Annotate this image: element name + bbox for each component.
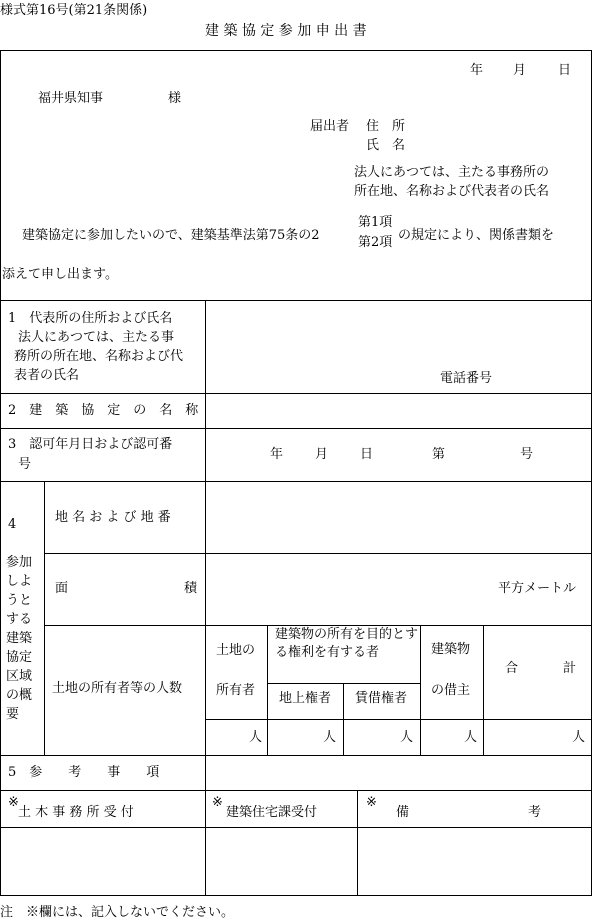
count-land-unit: 人 [249,730,263,745]
count-total-unit: 人 [572,730,586,745]
col-building [483,625,484,755]
clause-2: 第2項 [358,235,393,250]
row4-vertical-3: うと [6,593,33,608]
row4-vertical-1: 参加 [6,555,33,570]
remarks-a: 備 [396,805,410,820]
corporate-note-line2: 所在地、名称および代表者の氏名 [354,184,550,199]
divider-row3 [0,481,592,482]
corporate-note-line1: 法人にあつては、主たる事務所の [354,165,550,180]
building-tenant-line1: 建築物 [431,642,471,657]
divider-row5 [0,790,592,791]
col-r4-left [44,481,45,755]
row4-vertical-2: しよ [6,574,33,589]
date-year: 年 [470,63,484,78]
col-r5 [205,755,206,790]
row3-go: 号 [520,447,534,462]
divider-office [0,827,592,828]
row4-vertical-7: 区域 [6,669,33,684]
col-label-r3 [205,428,206,481]
divider-counts [205,719,592,720]
body-text-end: の規定により、関係書類を [398,228,555,243]
divider-place [44,553,592,554]
lease-rights-header: 賃借権者 [355,691,408,706]
divider-row2 [0,428,592,429]
rights-holder-header: 建築物の所有を目的とする権利を有する者 [275,627,419,660]
divider-row1 [0,393,592,394]
owners-count-label: 土地の所有者等の人数 [52,681,183,696]
row3-label-line2: 号 [18,457,32,472]
row1-label-line2: 法人にあつては、主たる事 [18,330,175,345]
row4-vertical-8: の概 [6,688,33,703]
row4-vertical-6: 協定 [6,650,33,665]
date-month: 月 [513,63,527,78]
row4-vertical-4: する [6,612,33,627]
mark-housing: ※ [212,795,223,810]
mark-remarks: ※ [366,795,377,810]
divider-row4 [0,755,592,756]
document-title: 建 築 協 定 参 加 申 出 書 [205,23,367,39]
body-text-line2: 添えて申し出ます。 [2,267,118,282]
row4-vertical-9: 要 [6,707,20,722]
col-office-2 [357,790,358,896]
col-land [267,625,268,755]
col-lease [420,625,421,755]
land-owner-line2: 所有者 [216,683,256,698]
building-tenant-line2: の借主 [431,683,471,698]
row1-label-line4: 表者の氏名 [14,368,80,383]
row5-label: 5 参 考 事 項 [8,765,160,780]
total-header-a: 合 [505,661,519,676]
total-header-b: 計 [563,661,577,676]
addressee: 福井県知事 [38,91,104,106]
form-number: 様式第16号(第21条関係) [0,3,148,18]
address-label: 住 所 [366,119,406,134]
divider-letter-table [0,300,592,301]
footer-note: 注 ※欄には、記入しないでください。 [0,905,235,920]
area-unit: 平方メートル [498,581,577,596]
remarks-b: 考 [528,805,542,820]
row3-year: 年 [270,447,284,462]
row1-label-line3: 務所の所在地、名称および代 [14,349,184,364]
row1-label: 1 代表所の住所および氏名 [8,311,173,326]
col-office-1 [205,790,206,896]
col-label-top [205,300,206,428]
count-lease-unit: 人 [400,730,414,745]
row3-label: 3 認可年月日および認可番 [8,437,173,452]
row3-day: 日 [360,447,374,462]
body-text-start: 建築協定に参加したいので、建築基準法第75条の2 [22,228,320,243]
date-day: 日 [558,63,572,78]
place-label: 地 名 お よ び 地 番 [55,510,171,525]
applicant-label: 届出者 [310,119,350,134]
land-owner-line1: 土地の [216,643,256,658]
col-r4-mid [205,481,206,755]
honorific: 様 [168,91,182,106]
clause-1: 第1項 [358,215,393,230]
row3-month: 月 [315,447,329,462]
phone-number-label: 電話番号 [440,371,493,386]
row2-label: 2 建 築 協 定 の 名 称 [8,403,199,418]
row4-number: 4 [8,517,17,532]
name-label: 氏 名 [366,138,406,153]
row3-dai: 第 [432,447,446,462]
count-building-unit: 人 [464,730,478,745]
surface-rights-header: 地上権者 [279,691,332,706]
row4-vertical-5: 建築 [6,631,33,646]
col-surface [343,683,344,755]
housing-division-receipt: 建築住宅課受付 [226,805,318,820]
area-label-a: 面 [55,581,69,596]
civil-office-receipt: 土 木 事 務 所 受 付 [18,805,134,820]
area-label-b: 積 [184,581,198,596]
mark-civil: ※ [8,795,19,810]
count-surface-unit: 人 [323,730,337,745]
